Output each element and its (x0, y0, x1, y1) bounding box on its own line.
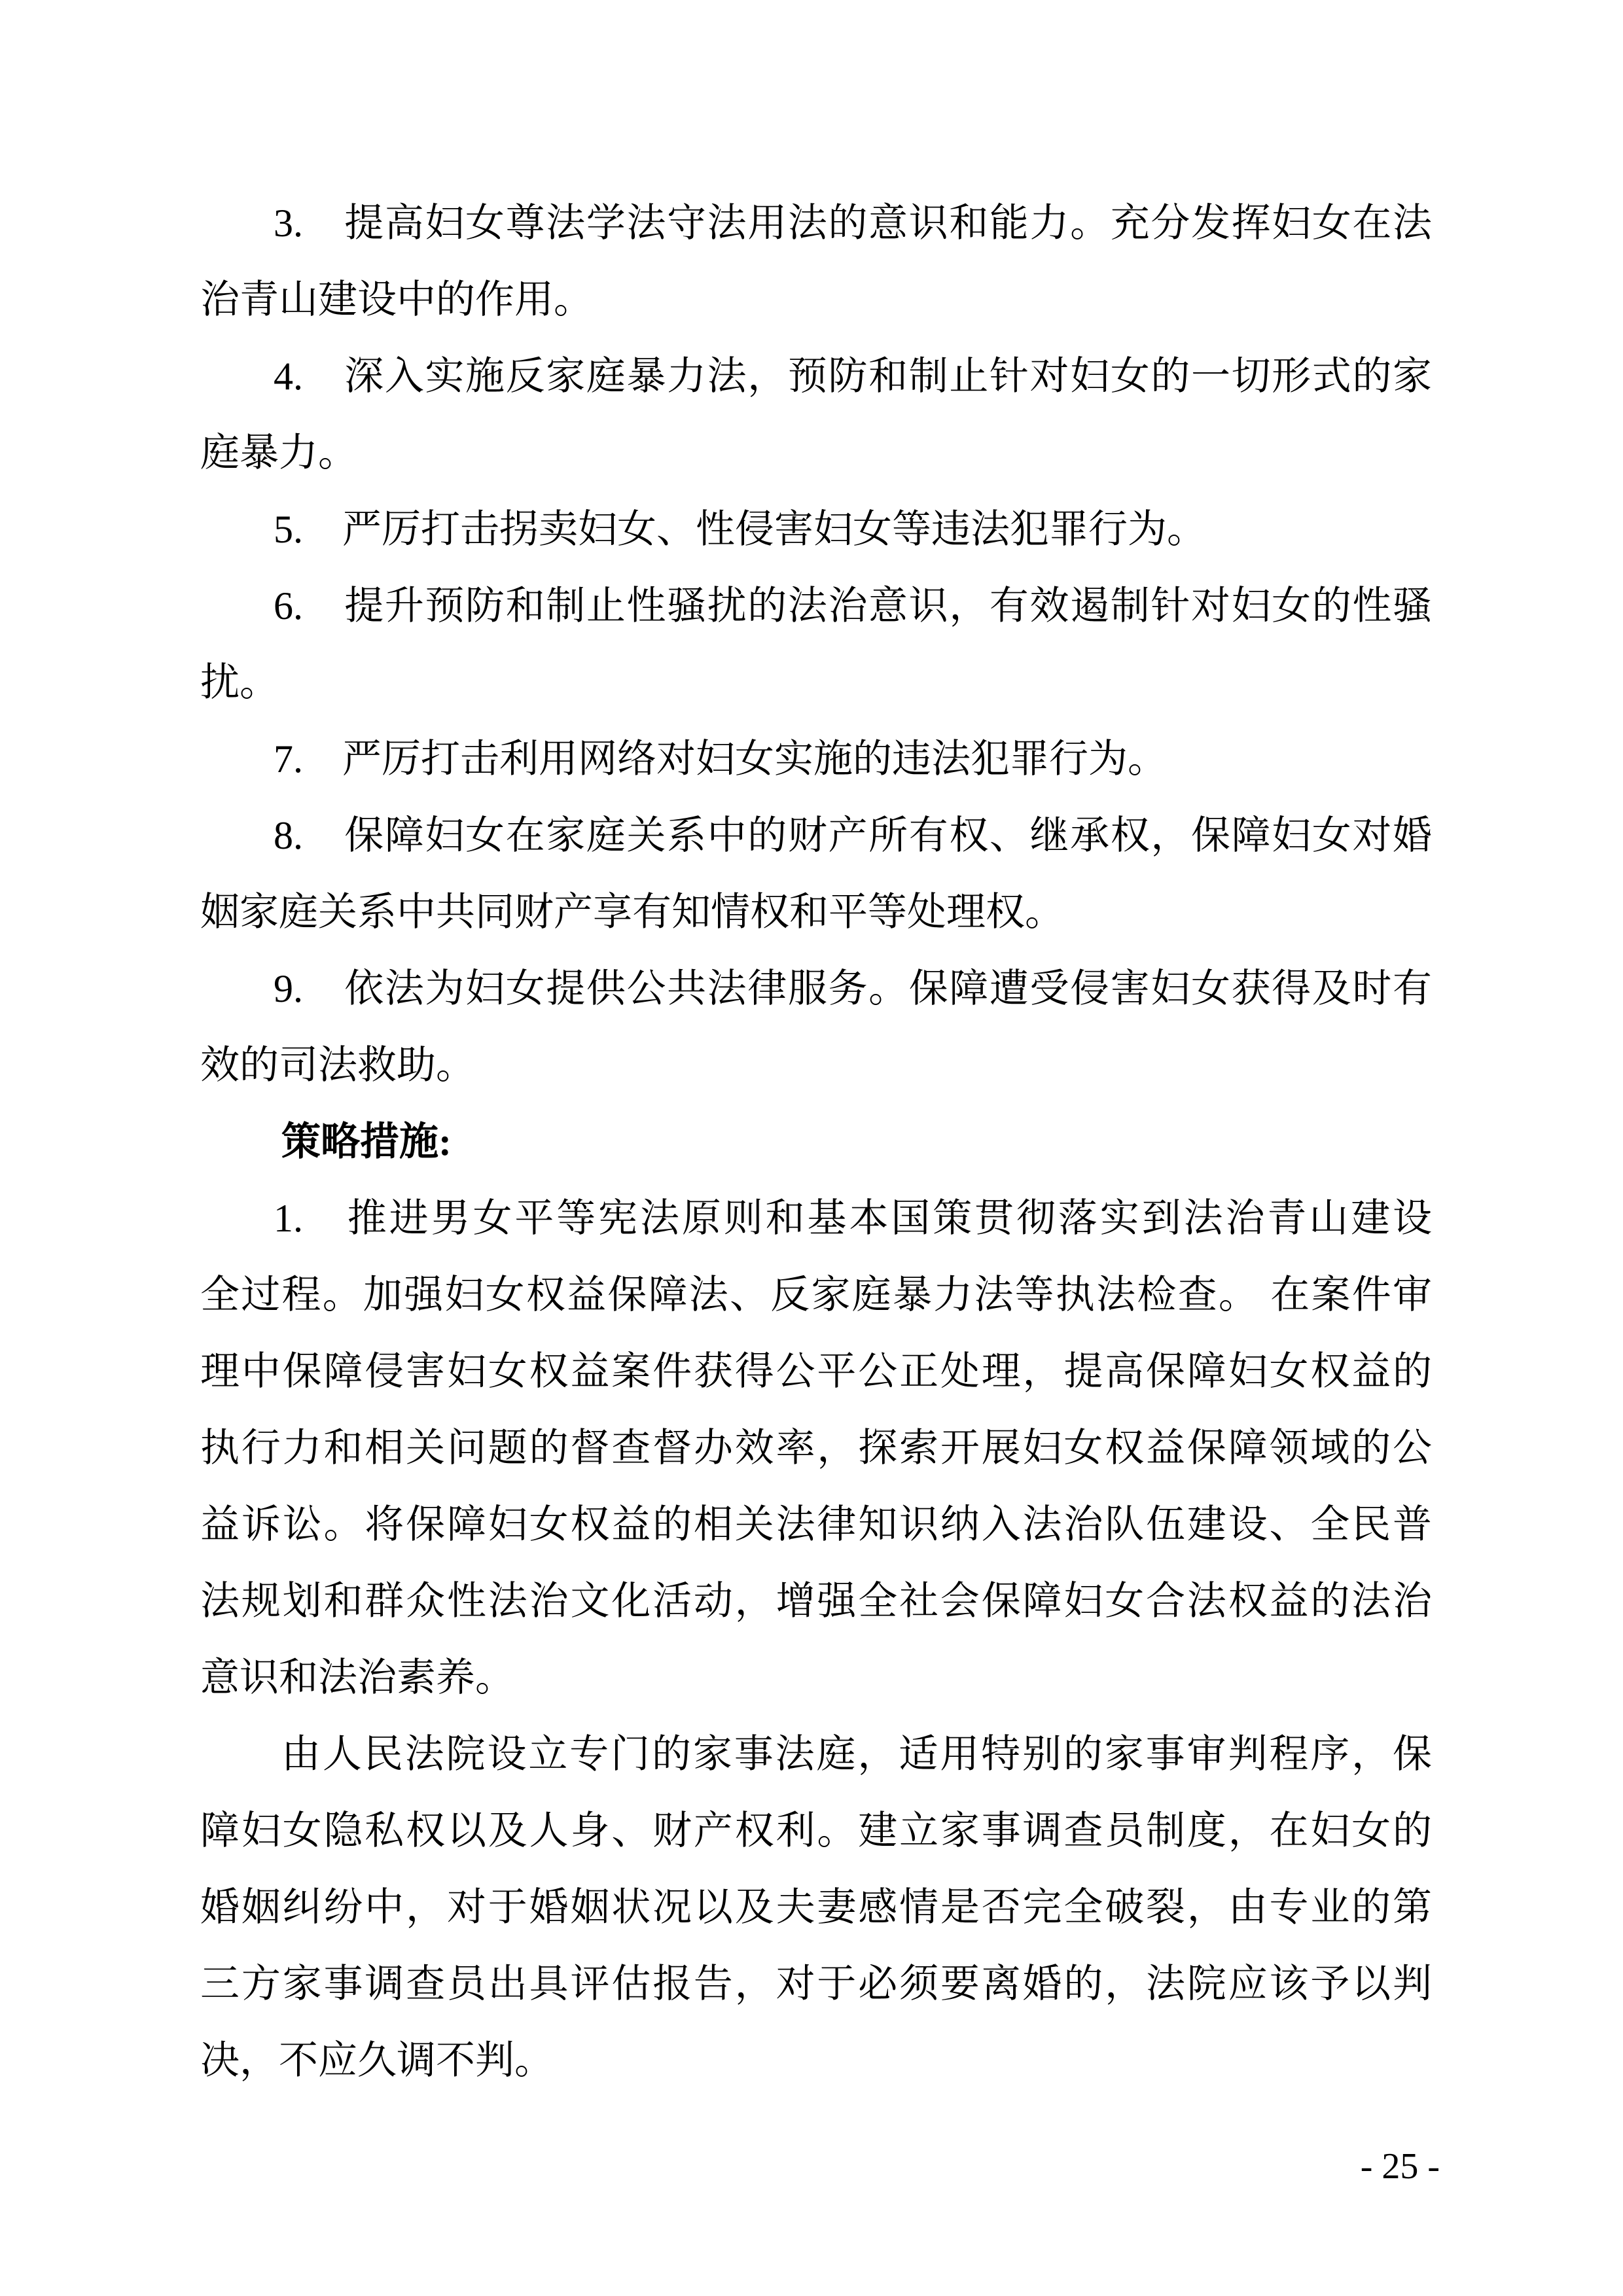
text-line-measure-1-b: 全过程。加强妇女权益保障法、反家庭暴力法等执法检查。 在案件审 (200, 1273, 1432, 1316)
text-line-court-para-e: 决，不应久调不判。 (200, 2039, 554, 2082)
text-line-measure-1-c: 理中保障侵害妇女权益案件获得公平公正处理，提高保障妇女权益的 (200, 1350, 1432, 1393)
text-line-measure-1-f: 法规划和群众性法治文化活动，增强全社会保障妇女合法权益的法治 (200, 1580, 1432, 1623)
text-line-measure-1-d: 执行力和相关问题的督查督办效率，探索开展妇女权益保障领域的公 (200, 1426, 1432, 1470)
text-line-court-para-a: 由人民法院设立专门的家事法庭，适用特别的家事审判程序，保 (281, 1733, 1432, 1776)
text-line-item-6-end: 扰。 (200, 661, 279, 704)
text-line-measure-1-e: 益诉讼。将保障妇女权益的相关法律知识纳入法治队伍建设、全民普 (200, 1503, 1432, 1546)
text-line-item-5: 5. 严厉打击拐卖妇女、性侵害妇女等违法犯罪行为。 (274, 508, 1206, 551)
text-line-court-para-d: 三方家事调查员出具评估报告，对于必须要离婚的，法院应该予以判 (200, 1962, 1432, 2005)
text-line-item-4-end: 庭暴力。 (200, 431, 357, 474)
page-number: - 25 - (1360, 2146, 1440, 2187)
document-page (200, 185, 1432, 2099)
text-line-item-6-start: 6. 提升预防和制止性骚扰的法治意识，有效遏制针对妇女的性骚 (274, 584, 1432, 627)
text-line-item-4-start: 4. 深入实施反家庭暴力法，预防和制止针对妇女的一切形式的家 (274, 355, 1432, 398)
text-line-measure-1-g: 意识和法治素养。 (200, 1656, 514, 1699)
text-line-court-para-c: 婚姻纠纷中，对于婚姻状况以及夫妻感情是否完全破裂，由专业的第 (200, 1886, 1432, 1929)
text-line-court-para-b: 障妇女隐私权以及人身、财产权利。建立家事调查员制度，在妇女的 (200, 1809, 1432, 1852)
section-heading: 策略措施: (281, 1120, 452, 1163)
text-line-item-9-end: 效的司法救助。 (200, 1044, 475, 1087)
text-line-item-3-start: 3. 提高妇女尊法学法守法用法的意识和能力。充分发挥妇女在法 (274, 202, 1432, 245)
text-line-item-9-start: 9. 依法为妇女提供公共法律服务。保障遭受侵害妇女获得及时有 (274, 967, 1432, 1010)
text-line-item-8-start: 8. 保障妇女在家庭关系中的财产所有权、继承权，保障妇女对婚 (274, 814, 1432, 857)
text-line-item-8-end: 姻家庭关系中共同财产享有知情权和平等处理权。 (200, 891, 1064, 934)
text-line-item-3-end: 治青山建设中的作用。 (200, 278, 593, 321)
text-line-item-7: 7. 严厉打击利用网络对妇女实施的违法犯罪行为。 (274, 737, 1167, 781)
text-line-measure-1-a: 1. 推进男女平等宪法原则和基本国策贯彻落实到法治青山建设 (274, 1197, 1432, 1240)
